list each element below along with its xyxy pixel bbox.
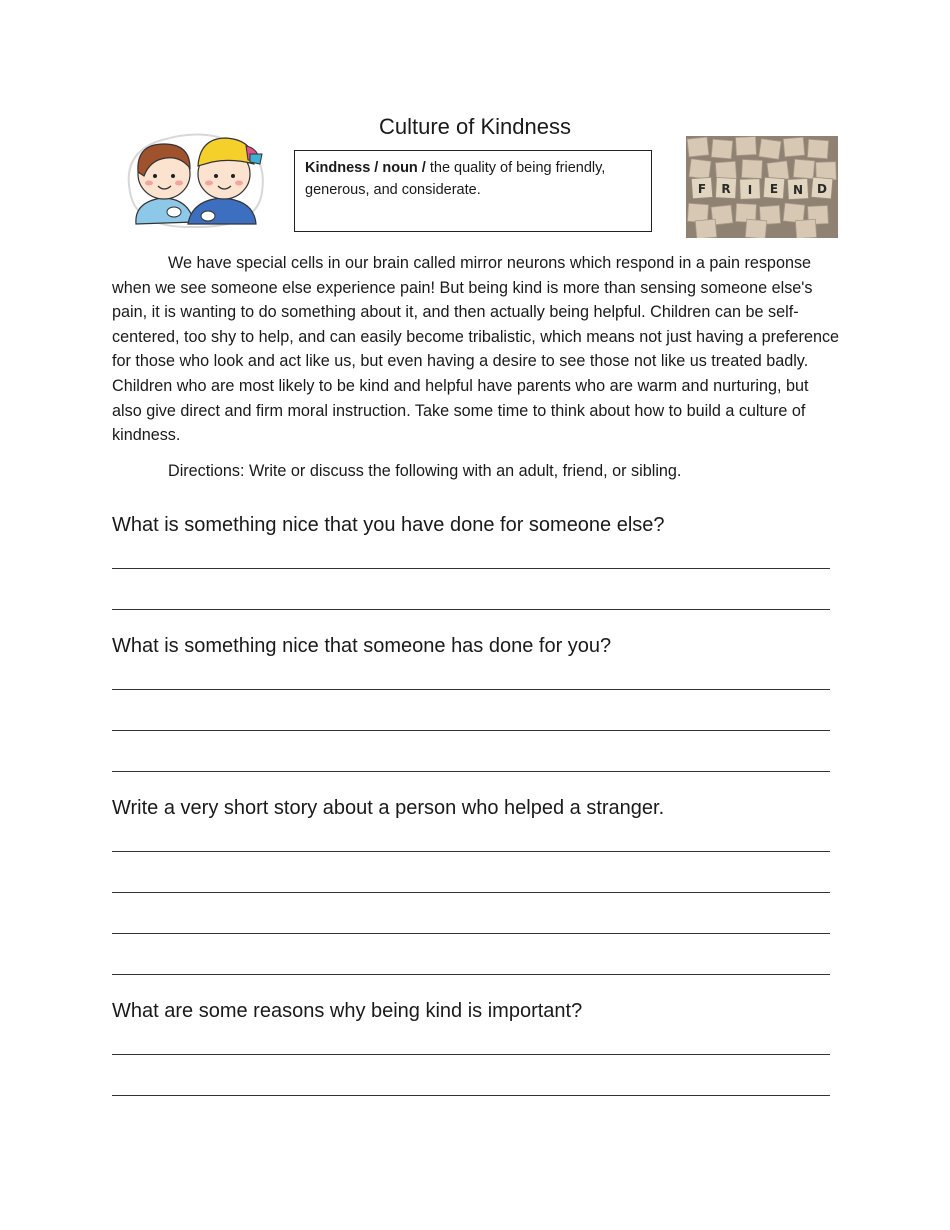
answer-line[interactable]: [112, 1054, 830, 1055]
two-boys-clipart: [122, 132, 270, 230]
answer-line[interactable]: [112, 892, 830, 893]
tile-letter: I: [747, 183, 753, 197]
intro-paragraph-text: We have special cells in our brain called mirror neurons which respond in a pain response when we see someone else experience pain! But being kind is more than sensing someone else's pain, it is wanting to do something about it, and then actually being helpful. Children can be self-centered, too shy to help, and can easily become tribalistic, which means not just having a preference for those who look and act like us, but even having a desire to see those not like us treated badly. Children who are most likely to be kind and helpful have parents who are warm and nurturing, but also give direct and firm moral instruction. Take some time to think about how to build a culture of kindness.: [112, 254, 840, 445]
intro-paragraph: [112, 251, 842, 448]
tile-letter: R: [721, 182, 731, 196]
definition-text: the quality of being friendly, generous, and considerate.: [305, 160, 606, 198]
answer-line[interactable]: [112, 851, 830, 852]
question-2: What is something nice that someone has done for you?: [112, 635, 612, 657]
question-3: Write a very short story about a person who helped a stranger.: [112, 797, 665, 819]
answer-line[interactable]: [112, 568, 830, 569]
tile-letter: N: [792, 183, 804, 197]
question-1: What is something nice that you have done for someone else?: [112, 514, 665, 536]
answer-line[interactable]: [112, 771, 830, 772]
friend-tiles-photo: [686, 136, 838, 238]
answer-line[interactable]: [112, 689, 830, 690]
definition-term: Kindness / noun /: [305, 160, 426, 176]
tile-letter: F: [697, 182, 707, 196]
tile-letter: D: [817, 182, 827, 196]
answer-line[interactable]: [112, 974, 830, 975]
page-title: Culture of Kindness: [379, 114, 571, 139]
answer-line[interactable]: [112, 1095, 830, 1096]
tile-letter: E: [769, 182, 779, 196]
definition-box: [294, 150, 652, 232]
question-4: What are some reasons why being kind is important?: [112, 1000, 583, 1022]
answer-line[interactable]: [112, 730, 830, 731]
directions-text: Directions: Write or discuss the following with an adult, friend, or sibling.: [168, 462, 682, 480]
answer-line[interactable]: [112, 609, 830, 610]
answer-line[interactable]: [112, 933, 830, 934]
